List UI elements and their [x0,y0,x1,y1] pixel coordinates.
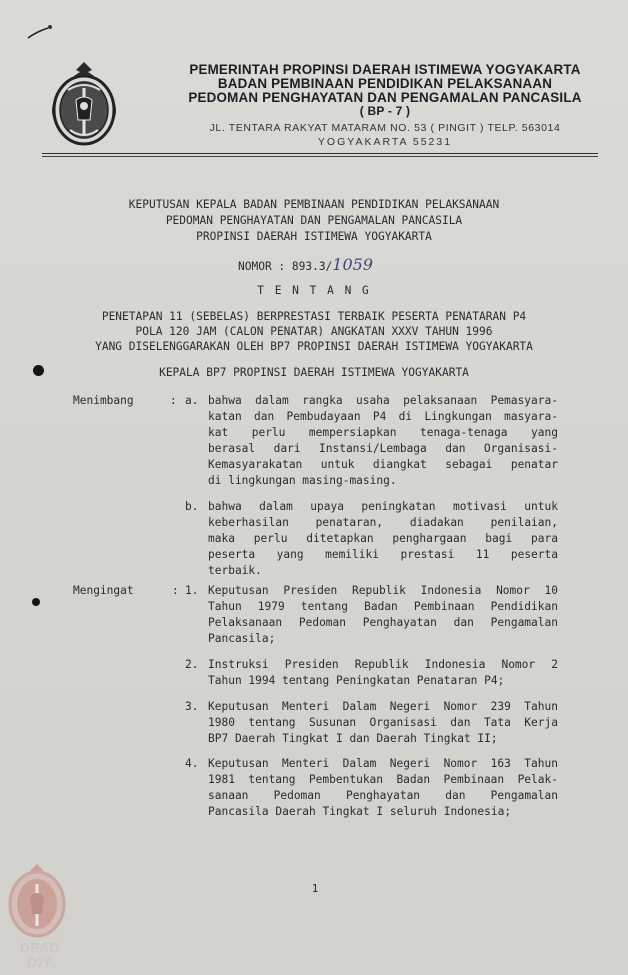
decree-number-handwritten: 1059 [332,255,374,274]
decree-title-1: KEPUTUSAN KEPALA BADAN PEMBINAAN PENDIDIKAN PELAKSANAAN [128,198,500,211]
menimbang-colon: : [170,394,177,407]
decree-issuer: KEPALA BP7 PROPINSI DAERAH ISTIMEWA YOGYAKARTA [159,366,469,379]
mengingat-1-line: Pelaksanaan Pedoman Penghayatan dan Pengamalan [208,616,558,629]
mengingat-1-line: Tahun 1979 tentang Badan Pembinaan Pendidikan [208,600,558,613]
archive-crest-icon [6,862,68,940]
menimbang-a-line: kat perlu mempersiapkan tenaga-tenaga yang [208,426,558,439]
mengingat-3-marker: 3. [185,700,199,713]
decree-number [238,255,373,274]
decree-tentang: T E N T A N G [257,284,371,297]
mengingat-4-line: sanaan Pedoman Penghayatan dan Pengamalan [208,789,558,802]
letterhead-government: PEMERINTAH PROPINSI DAERAH ISTIMEWA YOGYAKARTA [189,62,581,77]
menimbang-b-line: keberhasilan penataran, diadakan penilaian, [208,516,558,529]
menimbang-a-line: di lingkungan masing-masing. [208,474,397,487]
menimbang-a-line: katan dan Pembudayaan P4 di Lingkungan masyara- [208,410,558,423]
menimbang-b-line: maka perlu ditetapkan penghargaan bagi para [208,532,558,545]
letterhead-agency-cont: PEDOMAN PENGHAYATAN DAN PENGAMALAN PANCASILA [188,90,582,105]
menimbang-a-line: berasal dari Instansi/Lembaga dan Organisasi- [208,442,558,455]
letterhead-agency: BADAN PEMBINAAN PENDIDIKAN PELAKSANAAN [217,76,553,91]
menimbang-a-marker: a. [185,394,199,407]
menimbang-label: Menimbang [73,394,134,407]
decree-title-3: PROPINSI DAERAH ISTIMEWA YOGYAKARTA [196,230,432,243]
mengingat-1-marker: 1. [185,584,199,597]
mengingat-1-line: Pancasila; [208,632,276,645]
mengingat-4-line: Keputusan Menteri Dalam Negeri Nomor 163 Tahun [208,757,558,770]
decree-number-prefix: NOMOR : 893.3/ [238,260,333,273]
letterhead-city: YOGYAKARTA 55231 [317,136,453,148]
letterhead-rule-thin [42,156,598,157]
decree-subject-3: YANG DISELENGGARAKAN OLEH BP7 PROPINSI DAERAH ISTIMEWA YOGYAKARTA [95,340,533,353]
letterhead-address: JL. TENTARA RAKYAT MATARAM NO. 53 ( PINGIT ) TELP. 563014 [209,122,561,134]
menimbang-b-line: terbaik. [208,564,262,577]
decree-title-2: PEDOMAN PENGHAYATAN DAN PENGAMALAN PANCASILA [165,214,463,227]
menimbang-b-line: peserta yang memiliki prestasi 11 peserta [208,548,558,561]
menimbang-a-line: bahwa dalam rangka usaha pelaksanaan Pemasyara- [208,394,558,407]
menimbang-a-line: Kemasyarakatan untuk diangkat sebagai penatar [208,458,558,471]
mengingat-colon: : [172,584,179,597]
mengingat-1-line: Keputusan Presiden Republik Indonesia Nomor 10 [208,584,558,597]
mengingat-2-line: Instruksi Presiden Republik Indonesia Nomor 2 [208,658,558,671]
mengingat-4-line: 1981 tentang Pembentukan Badan Pembinaan Pelak- [208,773,558,786]
mengingat-label: Mengingat [73,584,134,597]
punch-hole [32,598,40,606]
mengingat-4-line: Pancasila Daerah Tingkat I seluruh Indonesia; [208,805,512,818]
archive-stamp-line1: DPAD [20,940,60,955]
letterhead-rule [42,153,598,154]
punch-hole [33,365,44,376]
mengingat-3-line: 1980 tentang Susunan Organisasi dan Tata Kerja [208,716,558,729]
letterhead [40,58,600,156]
decree-subject-1: PENETAPAN 11 (SEBELAS) BERPRESTASI TERBAIK PESERTA PENATARAN P4 [101,310,527,323]
archive-stamp-line2: DIY [27,955,53,970]
pen-mark-icon [26,24,56,42]
menimbang-b-marker: b. [185,500,199,513]
letterhead-abbrev: ( BP - 7 ) [359,104,411,118]
provincial-crest-icon [46,60,122,150]
menimbang-b-line: bahwa dalam upaya peningkatan motivasi untuk [208,500,558,513]
page-number: 1 [311,882,319,895]
mengingat-3-line: Keputusan Menteri Dalam Negeri Nomor 239 Tahun [208,700,558,713]
mengingat-2-line: Tahun 1994 tentang Peningkatan Penataran P4; [208,674,505,687]
decree-subject-2: POLA 120 JAM (CALON PENATAR) ANGKATAN XXXV TAHUN 1996 [135,325,493,338]
mengingat-2-marker: 2. [185,658,199,671]
archive-stamp [2,862,72,972]
mengingat-3-line: BP7 Daerah Tingkat I dan Daerah Tingkat II; [208,732,498,745]
mengingat-4-marker: 4. [185,757,199,770]
